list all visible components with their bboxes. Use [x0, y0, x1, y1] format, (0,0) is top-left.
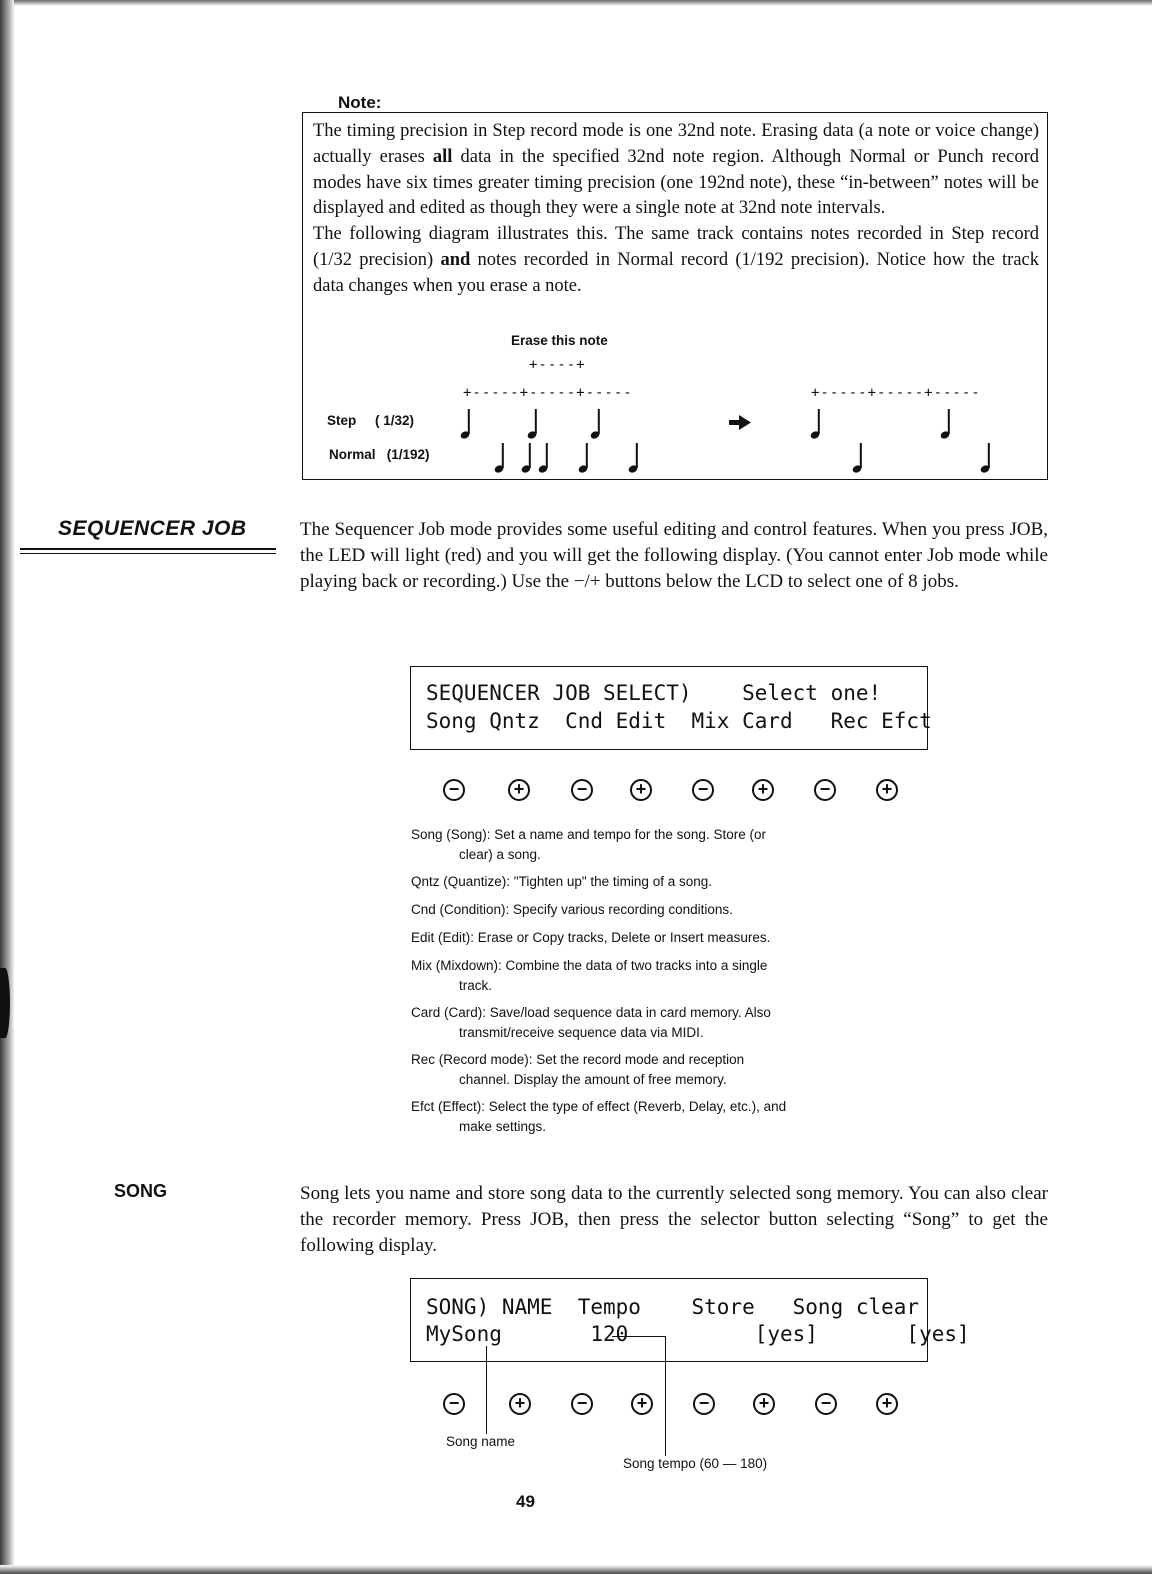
- job-desc-song: [411, 825, 861, 864]
- job-desc-qntz: [411, 872, 861, 892]
- normal-note-3: [537, 443, 548, 474]
- tempo-minus-button[interactable]: [571, 1393, 593, 1415]
- button-glyph: −: [820, 1393, 832, 1413]
- job-minus-button-4[interactable]: [814, 779, 836, 801]
- song-intro: Song lets you name and store song data to the currently selected song memory. You can also clear the recorder memory. Press JOB, then press the selector button selecting “Song” to get the following display.: [300, 1183, 1048, 1256]
- job-plus-button-2[interactable]: [630, 779, 652, 801]
- job-desc-cont: clear) a song.: [459, 846, 541, 862]
- normal-note-2: [520, 443, 531, 474]
- sequencer-job-heading: SEQUENCER JOB: [58, 517, 247, 540]
- scan-edge-bottom: [0, 1565, 1152, 1574]
- job-minus-button-2[interactable]: [571, 779, 593, 801]
- job-desc-rec: [411, 1050, 861, 1089]
- job-plus-button-1[interactable]: [508, 779, 530, 801]
- job-minus-button-1[interactable]: [443, 779, 465, 801]
- heading-rule-thin: [20, 553, 276, 554]
- button-glyph: −: [697, 779, 709, 799]
- song-lcd-line-1: SONG) NAME Tempo Store Song clear: [426, 1295, 920, 1319]
- note-box: [302, 112, 1048, 480]
- button-glyph: −: [576, 779, 588, 799]
- song-heading: SONG: [114, 1181, 168, 1201]
- tempo-plus-button[interactable]: [631, 1393, 653, 1415]
- song-tempo-callout: Song tempo (60 — 180): [623, 1456, 768, 1471]
- normal-note-after-1: [851, 443, 862, 474]
- job-desc-efct: [411, 1097, 861, 1136]
- note-p1-a: The timing precision in Step record mode is one 32nd note. Erasing data (a note or voice change) actually erases: [313, 121, 1039, 167]
- job-desc-card: [411, 1003, 861, 1042]
- note-p2-b: notes recorded in Normal record (1/192 precision). Notice how the track data changes when you erase a note.: [313, 249, 1040, 296]
- song-tempo-pointer-v: [665, 1336, 666, 1456]
- job-minus-button-3[interactable]: [692, 779, 714, 801]
- sequencer-job-intro: The Sequencer Job mode provides some useful editing and control features. When you press JOB, the LED will light (red) and you will get the following display. (You cannot enter Job mode while playing back or recording.) Use the −/+ buttons below the LCD to select one of 8 jobs.: [300, 519, 1048, 592]
- arrow-right-icon: [729, 415, 751, 430]
- job-desc-cont: track.: [459, 977, 493, 993]
- erase-marker: +----+: [529, 357, 586, 373]
- heading-rule: [20, 548, 276, 550]
- job-plus-button-3[interactable]: [752, 779, 774, 801]
- song-name-callout: Song name: [446, 1434, 516, 1449]
- button-glyph: +: [636, 1393, 648, 1413]
- job-desc-line: Edit (Edit): Erase or Copy tracks, Delete or Insert measures.: [411, 930, 771, 945]
- row-label-normal: Normal (1/192): [329, 447, 430, 462]
- button-glyph: −: [448, 1393, 460, 1413]
- job-desc-line: Song (Song): Set a name and tempo for the song. Store (or: [411, 827, 766, 842]
- job-desc-cnd: [411, 900, 861, 920]
- step-note-1: [459, 409, 470, 440]
- normal-note-after-2: [979, 443, 990, 474]
- job-plus-button-4[interactable]: [876, 779, 898, 801]
- grid-marker-after: +-----+-----+-----: [811, 385, 981, 401]
- normal-note-5: [627, 443, 638, 474]
- button-glyph: −: [448, 779, 460, 799]
- step-note-3: [589, 409, 600, 440]
- job-desc-cont: transmit/receive sequence data via MIDI.: [459, 1024, 704, 1040]
- job-desc-line: Efct (Effect): Select the type of effect (Reverb, Delay, etc.), and: [411, 1099, 787, 1114]
- song-lcd-line-2: MySong 120 [yes] [yes]: [426, 1322, 970, 1346]
- song-name-pointer: [486, 1346, 487, 1434]
- step-note-2: [526, 409, 537, 440]
- page-number: 49: [516, 1492, 535, 1511]
- song-lcd: [410, 1278, 970, 1362]
- button-glyph: +: [758, 1393, 770, 1413]
- button-glyph: +: [881, 1393, 893, 1413]
- scan-edge-left: [0, 0, 14, 1574]
- button-glyph: +: [514, 1393, 526, 1413]
- button-glyph: +: [513, 779, 525, 799]
- job-desc-line: Qntz (Quantize): "Tighten up" the timing of a song.: [411, 874, 712, 889]
- note-diagram-svg: [303, 113, 1047, 479]
- store-plus-button[interactable]: [753, 1393, 775, 1415]
- job-desc-mix: [411, 956, 861, 995]
- store-minus-button[interactable]: [693, 1393, 715, 1415]
- song-tempo-pointer-h: [612, 1336, 666, 1337]
- job-desc-line: Rec (Record mode): Set the record mode and reception: [411, 1052, 745, 1067]
- job-desc-edit: [411, 928, 861, 948]
- job-desc-cont: make settings.: [459, 1118, 547, 1134]
- job-select-lcd: [410, 666, 932, 750]
- job-desc-line: Mix (Mixdown): Combine the data of two tracks into a single: [411, 958, 768, 973]
- grid-marker-before: +-----+-----+-----: [463, 385, 633, 401]
- clear-minus-button[interactable]: [815, 1393, 837, 1415]
- job-desc-cont: channel. Display the amount of free memory.: [459, 1071, 727, 1087]
- note-p1-b: data in the specified 32nd note region. Although Normal or Punch record modes have six times greater timing precision (one 192nd note), these “in-between” notes will be displayed and edited as though they were a single note at 32nd note intervals.: [313, 146, 1039, 219]
- diagram-title: Erase this note: [511, 333, 608, 348]
- step-note-after-2: [939, 409, 950, 440]
- button-glyph: +: [881, 779, 893, 799]
- note-label-text: Note:: [338, 93, 382, 112]
- button-glyph: +: [757, 779, 769, 799]
- button-glyph: −: [576, 1393, 588, 1413]
- song-name-plus-button[interactable]: [509, 1393, 531, 1415]
- row-label-step: Step ( 1/32): [327, 413, 415, 428]
- button-glyph: +: [635, 779, 647, 799]
- normal-note-1: [493, 443, 504, 474]
- job-lcd-line-1: SEQUENCER JOB SELECT) Select one!: [426, 681, 882, 705]
- job-lcd-line-2: Song Qntz Cnd Edit Mix Card Rec Efct: [426, 709, 932, 733]
- button-glyph: −: [819, 779, 831, 799]
- scan-edge-top: [0, 0, 1152, 6]
- song-name-minus-button[interactable]: [443, 1393, 465, 1415]
- scan-ink-blob: [0, 968, 10, 1038]
- step-note-after-1: [809, 409, 820, 440]
- clear-plus-button[interactable]: [876, 1393, 898, 1415]
- button-glyph: −: [698, 1393, 710, 1413]
- note-p2-emph: and: [440, 249, 471, 270]
- job-desc-line: Cnd (Condition): Specify various recording conditions.: [411, 902, 733, 917]
- job-desc-line: Card (Card): Save/load sequence data in card memory. Also: [411, 1005, 771, 1020]
- note-p1-emph: all: [432, 146, 453, 167]
- note-p2-a: The following diagram illustrates this. The same track contains notes recorded in Step record (1/32 precision): [313, 224, 1039, 270]
- normal-note-4: [577, 443, 588, 474]
